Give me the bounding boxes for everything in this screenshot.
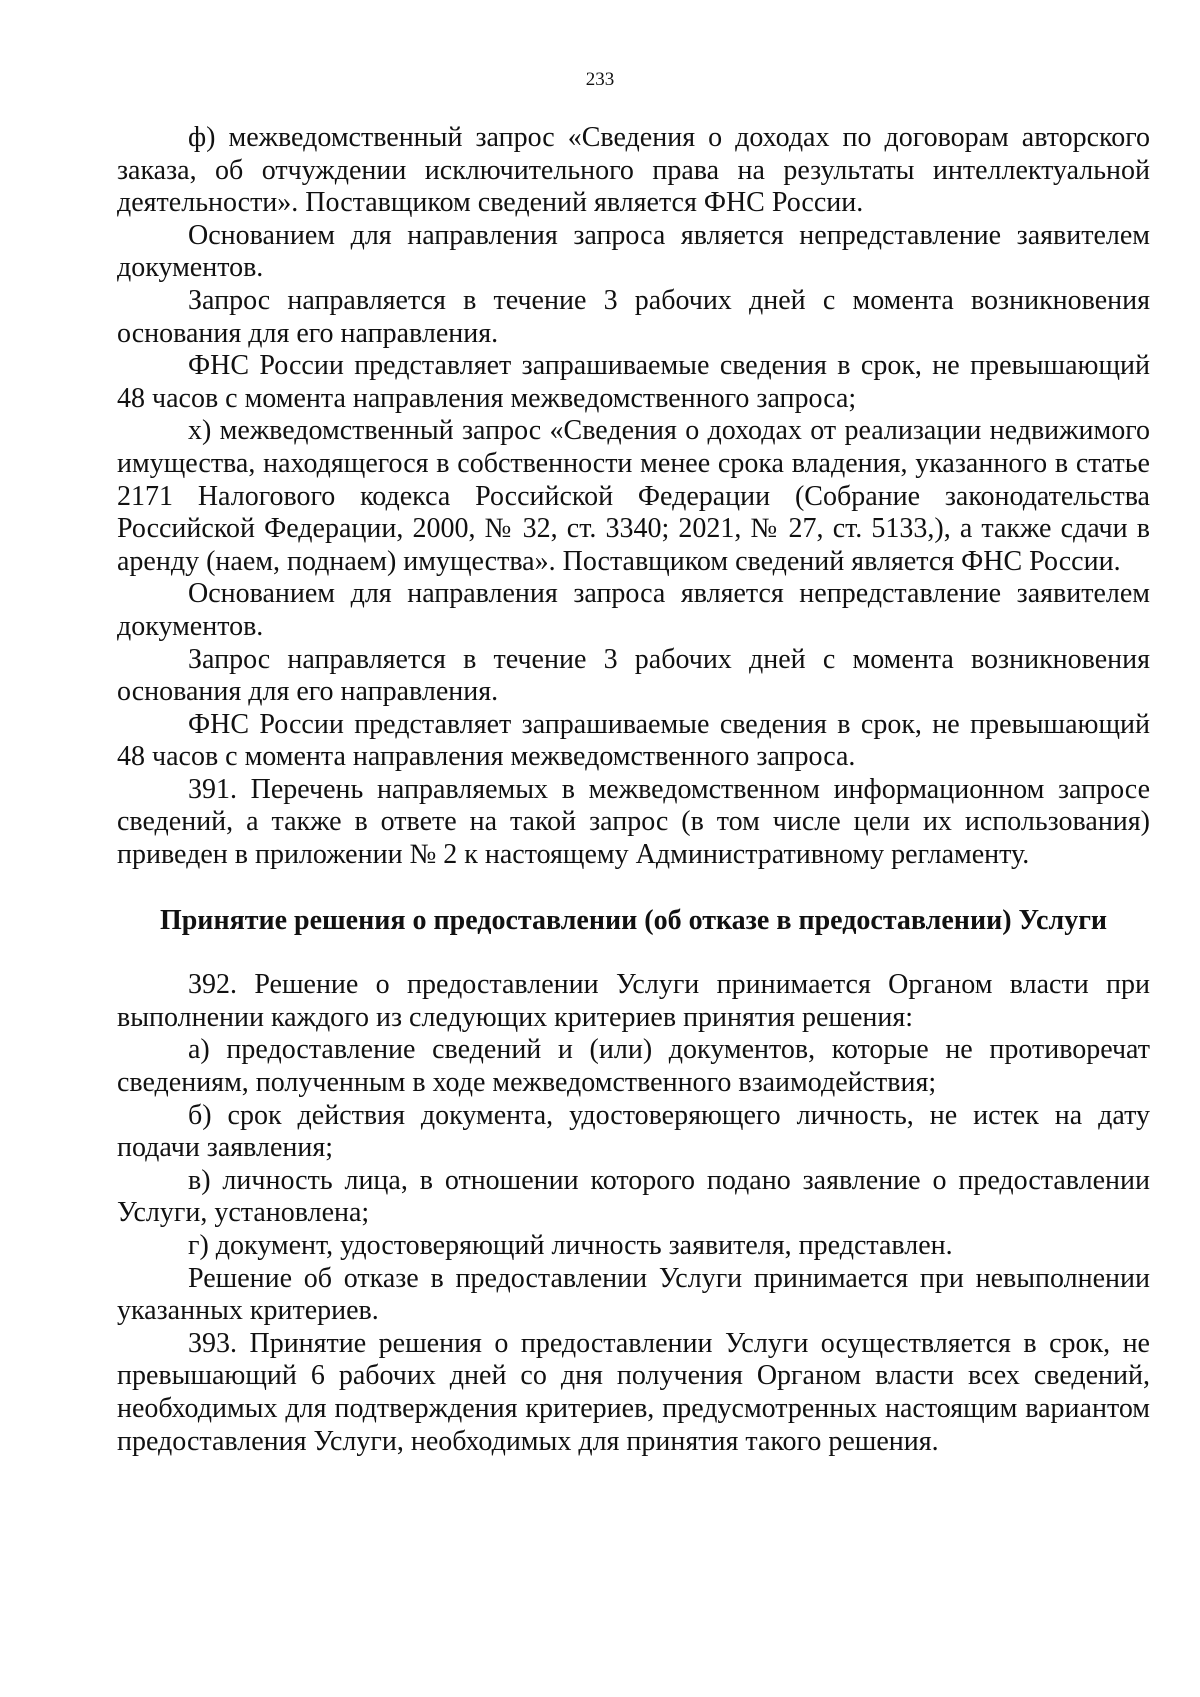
- paragraph-392: 392. Решение о предоставлении Услуги принимается Органом власти при выполнении каждого из следующих критериев принятия решения:: [117, 969, 1150, 1033]
- paragraph-criterion-a: а) предоставление сведений и (или) документов, которые не противоречат сведениям, полученным в ходе межведомственного взаимодействия;: [117, 1034, 1150, 1099]
- paragraph-h-timing: Запрос направляется в течение 3 рабочих дней с момента возникновения основания для его направления.: [117, 643, 1150, 708]
- paragraph-criterion-v: в) личность лица, в отношении которого подано заявление о предоставлении Услуги, установлена;: [117, 1164, 1150, 1229]
- paragraph-f-response: ФНС России представляет запрашиваемые сведения в срок, не превышающий 48 часов с момента направления межведомственного запроса;: [117, 350, 1150, 414]
- paragraph-h-request: х) межведомственный запрос «Сведения о доходах от реализации недвижимого имущества, находящегося в собственности менее срока владения, указанного в статье 2171 Налогового кодекса Российской Федерации (Собрание законодательства Российской Федерации, 2000, № 32, ст. 3340; 2021, № 27, ст. 5133,), а также сдачи в аренду (наем, поднаем) имущества». Поставщиком сведений является ФНС России.: [117, 415, 1150, 577]
- paragraph-f-basis: Основанием для направления запроса является непредставление заявителем документов.: [117, 219, 1150, 284]
- section-heading: Принятие решения о предоставлении (об отказе в предоставлении) Услуги: [159, 904, 1108, 936]
- paragraph-f-request: ф) межведомственный запрос «Сведения о доходах по договорам авторского заказа, об отчуждении исключительного права на результаты интеллектуальной деятельности». Поставщиком сведений является ФНС России.: [117, 122, 1150, 219]
- paragraph-f-timing: Запрос направляется в течение 3 рабочих дней с момента возникновения основания для его направления.: [117, 284, 1150, 349]
- paragraph-393: 393. Принятие решения о предоставлении Услуги осуществляется в срок, не превышающий 6 рабочих дней со дня получения Органом власти всех сведений, необходимых для подтверждения критериев, предусмотренных настоящим вариантом предоставления Услуги, необходимых для принятия такого решения.: [117, 1327, 1150, 1457]
- paragraph-criterion-b: б) срок действия документа, удостоверяющего личность, не истек на дату подачи заявления;: [117, 1099, 1150, 1164]
- paragraph-criterion-g: г) документ, удостоверяющий личность заявителя, представлен.: [188, 1230, 953, 1261]
- paragraph-refusal: Решение об отказе в предоставлении Услуги принимается при невыполнении указанных критериев.: [117, 1262, 1150, 1327]
- paragraph-h-basis: Основанием для направления запроса является непредставление заявителем документов.: [117, 578, 1150, 642]
- paragraph-h-response: ФНС России представляет запрашиваемые сведения в срок, не превышающий 48 часов с момента направления межведомственного запроса.: [117, 708, 1150, 773]
- page-body: [117, 122, 1150, 1458]
- page-number: 233: [585, 69, 615, 90]
- paragraph-391: 391. Перечень направляемых в межведомственном информационном запросе сведений, а также в ответе на такой запрос (в том числе цели их использования) приведен в приложении № 2 к настоящему Административному регламенту.: [117, 773, 1150, 871]
